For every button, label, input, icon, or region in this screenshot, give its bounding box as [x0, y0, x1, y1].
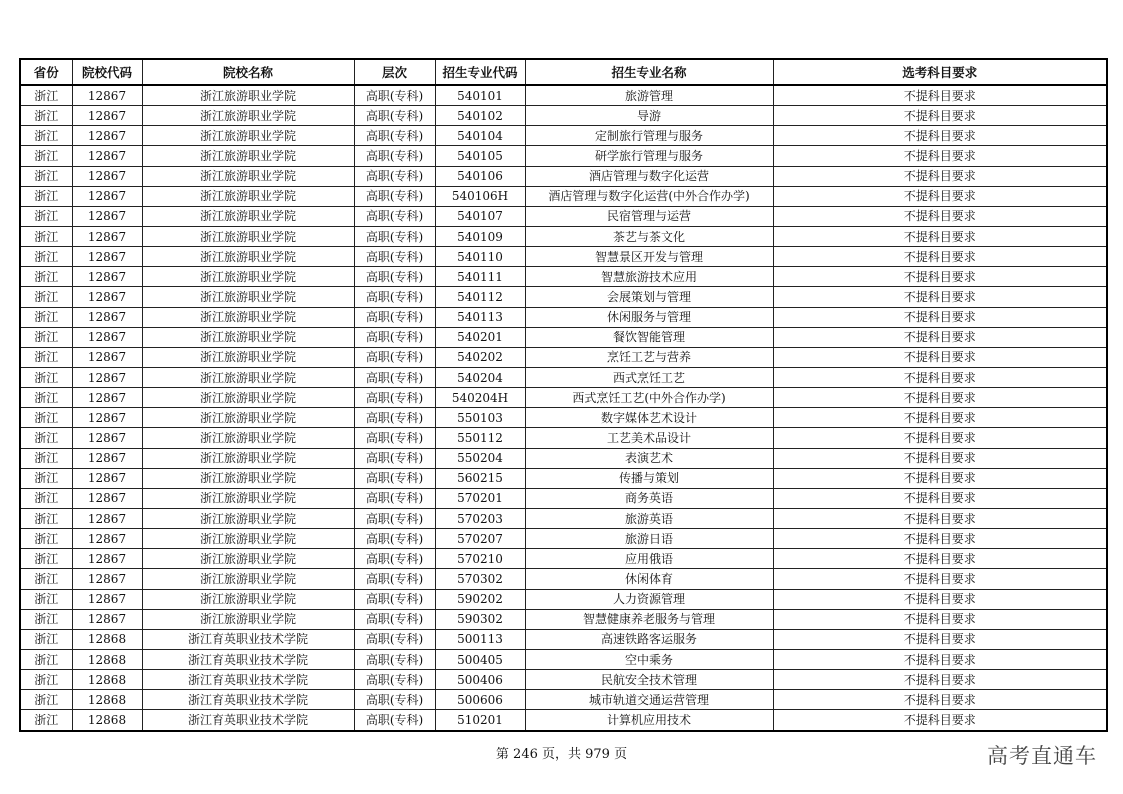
- cell-subject-requirement: 不提科目要求: [773, 166, 1107, 186]
- cell-school-name: 浙江旅游职业学院: [142, 126, 354, 146]
- cell-major-code: 540204: [435, 367, 525, 387]
- cell-level: 高职(专科): [354, 710, 435, 731]
- cell-school-code: 12867: [72, 85, 142, 106]
- cell-level: 高职(专科): [354, 307, 435, 327]
- table-row: [20, 448, 1107, 468]
- cell-school-code: 12867: [72, 468, 142, 488]
- cell-province: 浙江: [20, 508, 72, 528]
- cell-province: 浙江: [20, 367, 72, 387]
- table-row: [20, 166, 1107, 186]
- cell-province: 浙江: [20, 85, 72, 106]
- cell-major-name: 城市轨道交通运营管理: [525, 690, 773, 710]
- cell-school-code: 12867: [72, 347, 142, 367]
- cell-school-name: 浙江旅游职业学院: [142, 327, 354, 347]
- cell-level: 高职(专科): [354, 670, 435, 690]
- cell-province: 浙江: [20, 629, 72, 649]
- table-row: [20, 367, 1107, 387]
- cell-province: 浙江: [20, 649, 72, 669]
- cell-major-code: 540106: [435, 166, 525, 186]
- cell-major-code: 570203: [435, 508, 525, 528]
- cell-school-code: 12867: [72, 367, 142, 387]
- cell-school-name: 浙江育英职业技术学院: [142, 690, 354, 710]
- table-row: [20, 307, 1107, 327]
- table-row: [20, 408, 1107, 428]
- cell-level: 高职(专科): [354, 428, 435, 448]
- cell-school-code: 12867: [72, 549, 142, 569]
- cell-major-code: 570210: [435, 549, 525, 569]
- cell-major-code: 540110: [435, 247, 525, 267]
- table-row: [20, 388, 1107, 408]
- header-level: 层次: [354, 59, 435, 85]
- table-row: [20, 670, 1107, 690]
- cell-major-code: 590302: [435, 609, 525, 629]
- cell-level: 高职(专科): [354, 85, 435, 106]
- cell-province: 浙江: [20, 226, 72, 246]
- cell-school-code: 12867: [72, 166, 142, 186]
- cell-level: 高职(专科): [354, 388, 435, 408]
- cell-major-name: 民航安全技术管理: [525, 670, 773, 690]
- cell-level: 高职(专科): [354, 106, 435, 126]
- cell-level: 高职(专科): [354, 367, 435, 387]
- cell-school-name: 浙江旅游职业学院: [142, 609, 354, 629]
- cell-level: 高职(专科): [354, 629, 435, 649]
- cell-school-code: 12867: [72, 206, 142, 226]
- cell-school-name: 浙江旅游职业学院: [142, 468, 354, 488]
- cell-school-code: 12867: [72, 327, 142, 347]
- cell-level: 高职(专科): [354, 267, 435, 287]
- cell-major-code: 540204H: [435, 388, 525, 408]
- cell-level: 高职(专科): [354, 226, 435, 246]
- cell-province: 浙江: [20, 166, 72, 186]
- cell-school-code: 12867: [72, 569, 142, 589]
- cell-major-name: 西式烹饪工艺(中外合作办学): [525, 388, 773, 408]
- cell-major-name: 智慧景区开发与管理: [525, 247, 773, 267]
- cell-major-code: 540113: [435, 307, 525, 327]
- table-row: [20, 690, 1107, 710]
- cell-major-name: 茶艺与茶文化: [525, 226, 773, 246]
- cell-province: 浙江: [20, 690, 72, 710]
- cell-school-name: 浙江旅游职业学院: [142, 347, 354, 367]
- cell-school-code: 12867: [72, 226, 142, 246]
- cell-major-name: 人力资源管理: [525, 589, 773, 609]
- cell-major-name: 工艺美术品设计: [525, 428, 773, 448]
- cell-school-name: 浙江旅游职业学院: [142, 367, 354, 387]
- header-school-code: 院校代码: [72, 59, 142, 85]
- cell-subject-requirement: 不提科目要求: [773, 186, 1107, 206]
- cell-school-name: 浙江旅游职业学院: [142, 146, 354, 166]
- cell-major-code: 540107: [435, 206, 525, 226]
- cell-major-name: 空中乘务: [525, 649, 773, 669]
- cell-level: 高职(专科): [354, 287, 435, 307]
- cell-major-code: 540104: [435, 126, 525, 146]
- cell-major-name: 旅游日语: [525, 529, 773, 549]
- cell-school-code: 12867: [72, 106, 142, 126]
- cell-level: 高职(专科): [354, 448, 435, 468]
- cell-subject-requirement: 不提科目要求: [773, 609, 1107, 629]
- cell-province: 浙江: [20, 186, 72, 206]
- cell-province: 浙江: [20, 448, 72, 468]
- cell-subject-requirement: 不提科目要求: [773, 327, 1107, 347]
- cell-major-name: 定制旅行管理与服务: [525, 126, 773, 146]
- cell-major-code: 500606: [435, 690, 525, 710]
- cell-province: 浙江: [20, 408, 72, 428]
- cell-level: 高职(专科): [354, 186, 435, 206]
- cell-major-code: 540105: [435, 146, 525, 166]
- cell-subject-requirement: 不提科目要求: [773, 488, 1107, 508]
- table-row: [20, 529, 1107, 549]
- cell-school-code: 12868: [72, 710, 142, 731]
- table-row: [20, 347, 1107, 367]
- cell-major-name: 旅游英语: [525, 508, 773, 528]
- cell-level: 高职(专科): [354, 468, 435, 488]
- cell-level: 高职(专科): [354, 347, 435, 367]
- cell-major-code: 550112: [435, 428, 525, 448]
- cell-level: 高职(专科): [354, 247, 435, 267]
- table-row: [20, 569, 1107, 589]
- cell-province: 浙江: [20, 468, 72, 488]
- cell-major-code: 540111: [435, 267, 525, 287]
- cell-major-code: 570207: [435, 529, 525, 549]
- cell-major-name: 西式烹饪工艺: [525, 367, 773, 387]
- cell-level: 高职(专科): [354, 327, 435, 347]
- cell-level: 高职(专科): [354, 529, 435, 549]
- cell-major-code: 540202: [435, 347, 525, 367]
- cell-province: 浙江: [20, 106, 72, 126]
- cell-major-name: 导游: [525, 106, 773, 126]
- cell-school-code: 12868: [72, 670, 142, 690]
- cell-subject-requirement: 不提科目要求: [773, 448, 1107, 468]
- cell-subject-requirement: 不提科目要求: [773, 146, 1107, 166]
- cell-subject-requirement: 不提科目要求: [773, 126, 1107, 146]
- cell-school-code: 12867: [72, 589, 142, 609]
- table-row: [20, 609, 1107, 629]
- table-row: [20, 226, 1107, 246]
- cell-school-name: 浙江旅游职业学院: [142, 106, 354, 126]
- cell-subject-requirement: 不提科目要求: [773, 629, 1107, 649]
- cell-school-code: 12867: [72, 247, 142, 267]
- cell-subject-requirement: 不提科目要求: [773, 367, 1107, 387]
- cell-major-name: 酒店管理与数字化运营: [525, 166, 773, 186]
- cell-school-code: 12867: [72, 307, 142, 327]
- cell-school-name: 浙江育英职业技术学院: [142, 670, 354, 690]
- page-number: 第 246 页，共 979 页: [495, 747, 628, 762]
- table-row: [20, 327, 1107, 347]
- cell-province: 浙江: [20, 247, 72, 267]
- cell-major-code: 510201: [435, 710, 525, 731]
- cell-school-name: 浙江育英职业技术学院: [142, 710, 354, 731]
- cell-school-code: 12868: [72, 649, 142, 669]
- table-row: [20, 85, 1107, 106]
- cell-level: 高职(专科): [354, 126, 435, 146]
- header-province: 省份: [20, 59, 72, 85]
- cell-level: 高职(专科): [354, 589, 435, 609]
- cell-school-code: 12867: [72, 508, 142, 528]
- cell-major-code: 540112: [435, 287, 525, 307]
- cell-major-code: 570302: [435, 569, 525, 589]
- cell-school-code: 12868: [72, 629, 142, 649]
- table-header-row: [20, 59, 1107, 85]
- cell-subject-requirement: 不提科目要求: [773, 408, 1107, 428]
- cell-school-code: 12868: [72, 690, 142, 710]
- cell-school-name: 浙江旅游职业学院: [142, 186, 354, 206]
- cell-major-name: 旅游管理: [525, 85, 773, 106]
- cell-major-name: 应用俄语: [525, 549, 773, 569]
- table-row: [20, 146, 1107, 166]
- cell-school-code: 12867: [72, 267, 142, 287]
- cell-major-code: 550103: [435, 408, 525, 428]
- cell-subject-requirement: 不提科目要求: [773, 569, 1107, 589]
- cell-major-code: 540106H: [435, 186, 525, 206]
- cell-school-name: 浙江旅游职业学院: [142, 448, 354, 468]
- cell-province: 浙江: [20, 347, 72, 367]
- cell-major-name: 研学旅行管理与服务: [525, 146, 773, 166]
- table-row: [20, 247, 1107, 267]
- cell-school-name: 浙江旅游职业学院: [142, 549, 354, 569]
- cell-subject-requirement: 不提科目要求: [773, 529, 1107, 549]
- cell-school-name: 浙江旅游职业学院: [142, 206, 354, 226]
- cell-province: 浙江: [20, 287, 72, 307]
- cell-province: 浙江: [20, 569, 72, 589]
- header-major-code: 招生专业代码: [435, 59, 525, 85]
- cell-major-name: 民宿管理与运营: [525, 206, 773, 226]
- cell-school-name: 浙江育英职业技术学院: [142, 629, 354, 649]
- cell-school-name: 浙江育英职业技术学院: [142, 649, 354, 669]
- cell-major-name: 餐饮智能管理: [525, 327, 773, 347]
- cell-province: 浙江: [20, 609, 72, 629]
- cell-school-name: 浙江旅游职业学院: [142, 166, 354, 186]
- header-subject-requirement: 选考科目要求: [773, 59, 1107, 85]
- cell-subject-requirement: 不提科目要求: [773, 549, 1107, 569]
- table-body: [20, 85, 1107, 731]
- cell-school-name: 浙江旅游职业学院: [142, 508, 354, 528]
- cell-school-name: 浙江旅游职业学院: [142, 428, 354, 448]
- cell-major-name: 酒店管理与数字化运营(中外合作办学): [525, 186, 773, 206]
- cell-major-name: 休闲体育: [525, 569, 773, 589]
- cell-school-code: 12867: [72, 388, 142, 408]
- cell-province: 浙江: [20, 710, 72, 731]
- cell-school-code: 12867: [72, 186, 142, 206]
- cell-major-name: 智慧健康养老服务与管理: [525, 609, 773, 629]
- cell-major-name: 智慧旅游技术应用: [525, 267, 773, 287]
- cell-major-name: 计算机应用技术: [525, 710, 773, 731]
- cell-province: 浙江: [20, 488, 72, 508]
- cell-major-name: 商务英语: [525, 488, 773, 508]
- cell-school-name: 浙江旅游职业学院: [142, 247, 354, 267]
- cell-school-name: 浙江旅游职业学院: [142, 529, 354, 549]
- cell-school-name: 浙江旅游职业学院: [142, 408, 354, 428]
- cell-province: 浙江: [20, 670, 72, 690]
- cell-major-code: 550204: [435, 448, 525, 468]
- cell-subject-requirement: 不提科目要求: [773, 468, 1107, 488]
- cell-province: 浙江: [20, 267, 72, 287]
- table-row: [20, 106, 1107, 126]
- cell-subject-requirement: 不提科目要求: [773, 428, 1107, 448]
- cell-school-name: 浙江旅游职业学院: [142, 85, 354, 106]
- cell-subject-requirement: 不提科目要求: [773, 307, 1107, 327]
- cell-level: 高职(专科): [354, 488, 435, 508]
- cell-major-code: 540109: [435, 226, 525, 246]
- table-row: [20, 589, 1107, 609]
- cell-major-code: 540101: [435, 85, 525, 106]
- cell-school-name: 浙江旅游职业学院: [142, 307, 354, 327]
- cell-level: 高职(专科): [354, 508, 435, 528]
- cell-major-code: 540201: [435, 327, 525, 347]
- cell-province: 浙江: [20, 529, 72, 549]
- cell-major-name: 休闲服务与管理: [525, 307, 773, 327]
- table-row: [20, 629, 1107, 649]
- cell-major-code: 560215: [435, 468, 525, 488]
- cell-province: 浙江: [20, 307, 72, 327]
- cell-level: 高职(专科): [354, 166, 435, 186]
- cell-school-code: 12867: [72, 408, 142, 428]
- header-school-name: 院校名称: [142, 59, 354, 85]
- table-row: [20, 508, 1107, 528]
- cell-major-code: 500406: [435, 670, 525, 690]
- cell-subject-requirement: 不提科目要求: [773, 589, 1107, 609]
- cell-school-code: 12867: [72, 609, 142, 629]
- table-row: [20, 267, 1107, 287]
- cell-level: 高职(专科): [354, 408, 435, 428]
- cell-school-name: 浙江旅游职业学院: [142, 287, 354, 307]
- cell-school-code: 12867: [72, 529, 142, 549]
- cell-level: 高职(专科): [354, 569, 435, 589]
- cell-province: 浙江: [20, 428, 72, 448]
- cell-level: 高职(专科): [354, 609, 435, 629]
- cell-subject-requirement: 不提科目要求: [773, 247, 1107, 267]
- cell-school-code: 12867: [72, 448, 142, 468]
- cell-subject-requirement: 不提科目要求: [773, 710, 1107, 731]
- cell-school-name: 浙江旅游职业学院: [142, 226, 354, 246]
- watermark: 高考直通车: [987, 744, 1097, 768]
- enrollment-table: [19, 58, 1108, 732]
- cell-school-name: 浙江旅游职业学院: [142, 388, 354, 408]
- cell-subject-requirement: 不提科目要求: [773, 690, 1107, 710]
- cell-school-code: 12867: [72, 126, 142, 146]
- cell-level: 高职(专科): [354, 146, 435, 166]
- cell-school-code: 12867: [72, 146, 142, 166]
- cell-school-code: 12867: [72, 428, 142, 448]
- cell-province: 浙江: [20, 126, 72, 146]
- cell-major-code: 500113: [435, 629, 525, 649]
- cell-subject-requirement: 不提科目要求: [773, 226, 1107, 246]
- cell-subject-requirement: 不提科目要求: [773, 85, 1107, 106]
- cell-province: 浙江: [20, 589, 72, 609]
- cell-major-name: 高速铁路客运服务: [525, 629, 773, 649]
- cell-subject-requirement: 不提科目要求: [773, 649, 1107, 669]
- cell-school-name: 浙江旅游职业学院: [142, 589, 354, 609]
- cell-major-code: 540102: [435, 106, 525, 126]
- cell-subject-requirement: 不提科目要求: [773, 670, 1107, 690]
- cell-province: 浙江: [20, 549, 72, 569]
- table-row: [20, 287, 1107, 307]
- cell-major-code: 500405: [435, 649, 525, 669]
- table-row: [20, 710, 1107, 731]
- cell-major-name: 表演艺术: [525, 448, 773, 468]
- table-row: [20, 649, 1107, 669]
- cell-province: 浙江: [20, 206, 72, 226]
- cell-school-code: 12867: [72, 488, 142, 508]
- cell-province: 浙江: [20, 327, 72, 347]
- cell-level: 高职(专科): [354, 206, 435, 226]
- table-row: [20, 126, 1107, 146]
- cell-subject-requirement: 不提科目要求: [773, 508, 1107, 528]
- cell-school-name: 浙江旅游职业学院: [142, 267, 354, 287]
- cell-subject-requirement: 不提科目要求: [773, 347, 1107, 367]
- table-row: [20, 186, 1107, 206]
- table-row: [20, 488, 1107, 508]
- cell-major-name: 会展策划与管理: [525, 287, 773, 307]
- table-row: [20, 549, 1107, 569]
- cell-subject-requirement: 不提科目要求: [773, 287, 1107, 307]
- cell-province: 浙江: [20, 388, 72, 408]
- cell-school-name: 浙江旅游职业学院: [142, 488, 354, 508]
- cell-subject-requirement: 不提科目要求: [773, 206, 1107, 226]
- table-row: [20, 468, 1107, 488]
- cell-school-code: 12867: [72, 287, 142, 307]
- cell-level: 高职(专科): [354, 549, 435, 569]
- cell-major-name: 烹饪工艺与营养: [525, 347, 773, 367]
- cell-major-name: 数字媒体艺术设计: [525, 408, 773, 428]
- cell-subject-requirement: 不提科目要求: [773, 106, 1107, 126]
- cell-subject-requirement: 不提科目要求: [773, 388, 1107, 408]
- table-row: [20, 428, 1107, 448]
- cell-level: 高职(专科): [354, 649, 435, 669]
- table-row: [20, 206, 1107, 226]
- cell-major-name: 传播与策划: [525, 468, 773, 488]
- header-major-name: 招生专业名称: [525, 59, 773, 85]
- cell-subject-requirement: 不提科目要求: [773, 267, 1107, 287]
- cell-level: 高职(专科): [354, 690, 435, 710]
- cell-major-code: 570201: [435, 488, 525, 508]
- cell-school-name: 浙江旅游职业学院: [142, 569, 354, 589]
- cell-major-code: 590202: [435, 589, 525, 609]
- cell-province: 浙江: [20, 146, 72, 166]
